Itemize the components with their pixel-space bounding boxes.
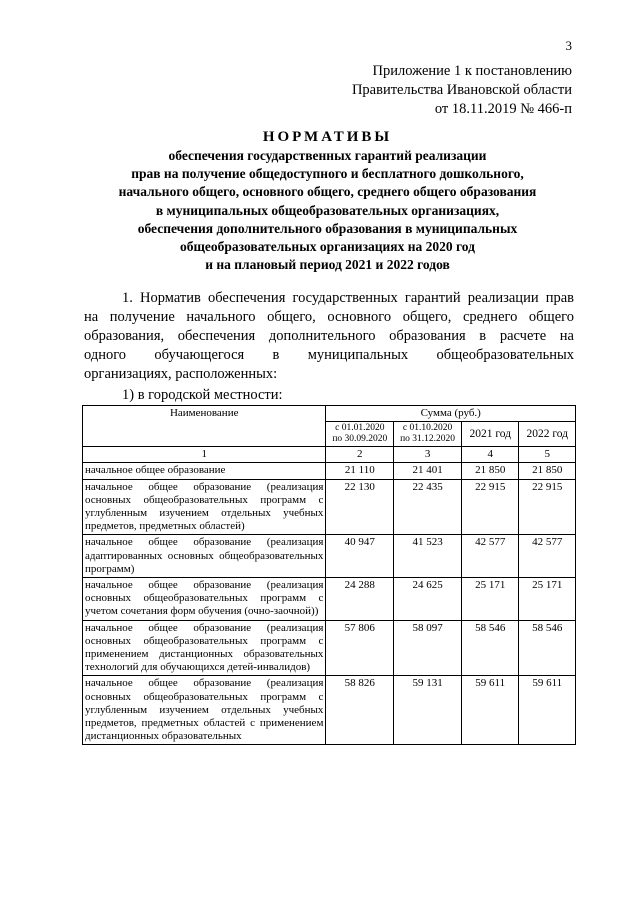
value-2022: 58 546: [519, 620, 576, 676]
value-2022: 21 850: [519, 463, 576, 479]
value-2021: 59 611: [461, 676, 519, 745]
value-2022: 59 611: [519, 676, 576, 745]
subsection-heading: 1) в городской местности:: [122, 387, 283, 403]
period-1-end: по 30.09.2020: [332, 434, 388, 445]
column-number: 4: [461, 447, 519, 463]
subtitle-line: начального общего, основного общего, среднего общего образования: [118, 184, 537, 200]
period-2-end: по 31.12.2020: [400, 434, 456, 445]
subtitle-line: прав на получение общедоступного и бесплатного дошкольного,: [131, 166, 524, 182]
norms-table: [82, 405, 576, 745]
row-name: начальное общее образование (реализация основных общеобразовательных программ с углубленным изучением отдельных учебных предметов, предметных областей с применением дистанционных образовательных: [83, 676, 326, 745]
subtitle-line: обеспечения государственных гарантий реализации: [168, 148, 487, 163]
row-name: начальное общее образование (реализация адаптированных основных общеобразовательных программ): [83, 535, 326, 578]
value-period-1: 57 806: [326, 620, 394, 676]
value-period-1: 40 947: [326, 535, 394, 578]
subtitle-line: общеобразовательных организациях на 2020 год: [180, 239, 475, 255]
header-period-2: [394, 422, 462, 447]
table-row: [83, 463, 576, 479]
document-title: НОРМАТИВЫ: [262, 129, 393, 145]
paragraph-line: 1. Норматив обеспечения государственных гарантий реализации прав: [122, 290, 574, 306]
row-name: начальное общее образование (реализация основных общеобразовательных программ с применением дистанционных образовательных технологий для обучающихся детей-инвалидов): [83, 620, 326, 676]
value-period-1: 21 110: [326, 463, 394, 479]
table-row: [83, 535, 576, 578]
header-year-2022: 2022 год: [519, 422, 576, 447]
value-period-2: 21 401: [394, 463, 462, 479]
period-2-start: с 01.10.2020: [402, 423, 453, 434]
appendix-line: Приложение 1 к постановлению: [372, 63, 572, 79]
appendix-reference: [352, 62, 572, 119]
appendix-line: Правительства Ивановской области: [351, 82, 572, 98]
column-number: 3: [394, 447, 462, 463]
value-period-2: 58 097: [394, 620, 462, 676]
row-name: начальное общее образование (реализация основных общеобразовательных программ с углубленным изучением отдельных учебных предметов, предметных областей): [83, 479, 326, 535]
value-2022: 42 577: [519, 535, 576, 578]
value-period-1: 24 288: [326, 578, 394, 621]
value-period-1: 58 826: [326, 676, 394, 745]
subtitle-line: обеспечения дополнительного образования в муниципальных: [137, 220, 518, 236]
subtitle-line: и на плановый период 2021 и 2022 годов: [205, 257, 450, 273]
value-2021: 58 546: [461, 620, 519, 676]
column-number-row: [83, 447, 576, 463]
value-period-2: 41 523: [394, 535, 462, 578]
value-2021: 22 915: [461, 479, 519, 535]
column-number: 2: [326, 447, 394, 463]
value-2021: 25 171: [461, 578, 519, 621]
value-period-1: 22 130: [326, 479, 394, 535]
header-period-1: [326, 422, 394, 447]
header-year-2021: 2021 год: [461, 422, 519, 447]
table-row: [83, 676, 576, 745]
row-name: начальное общее образование (реализация основных общеобразовательных программ с учетом сочетания форм обучения (очно-заочной)): [83, 578, 326, 621]
document-title-block: [80, 127, 575, 274]
paragraph-line: образования, обеспечения дополнительного образования в расчете на: [84, 328, 574, 344]
value-period-2: 24 625: [394, 578, 462, 621]
paragraph-line: на получение начального общего, основного общего, среднего общего: [84, 309, 574, 325]
appendix-line: от 18.11.2019 № 466-п: [434, 101, 572, 117]
table-row: [83, 578, 576, 621]
value-2022: 22 915: [519, 479, 576, 535]
table-header-row: [83, 406, 576, 422]
row-name: начальное общее образование: [83, 463, 326, 479]
subtitle-line: в муниципальных общеобразовательных организациях,: [155, 202, 500, 218]
paragraph-line: одного обучающегося в муниципальных общеобразовательных: [84, 347, 574, 363]
column-number: 1: [83, 447, 326, 463]
page-number: 3: [565, 38, 572, 53]
header-name: Наименование: [83, 406, 326, 447]
value-2021: 42 577: [461, 535, 519, 578]
value-2021: 21 850: [461, 463, 519, 479]
column-number: 5: [519, 447, 576, 463]
table-row: [83, 620, 576, 676]
value-2022: 25 171: [519, 578, 576, 621]
header-sum: Сумма (руб.): [326, 406, 576, 422]
value-period-2: 59 131: [394, 676, 462, 745]
period-1-start: с 01.01.2020: [335, 423, 385, 434]
table-row: [83, 479, 576, 535]
norm-paragraph: [84, 289, 574, 384]
paragraph-line: организациях, расположенных:: [84, 366, 278, 382]
value-period-2: 22 435: [394, 479, 462, 535]
